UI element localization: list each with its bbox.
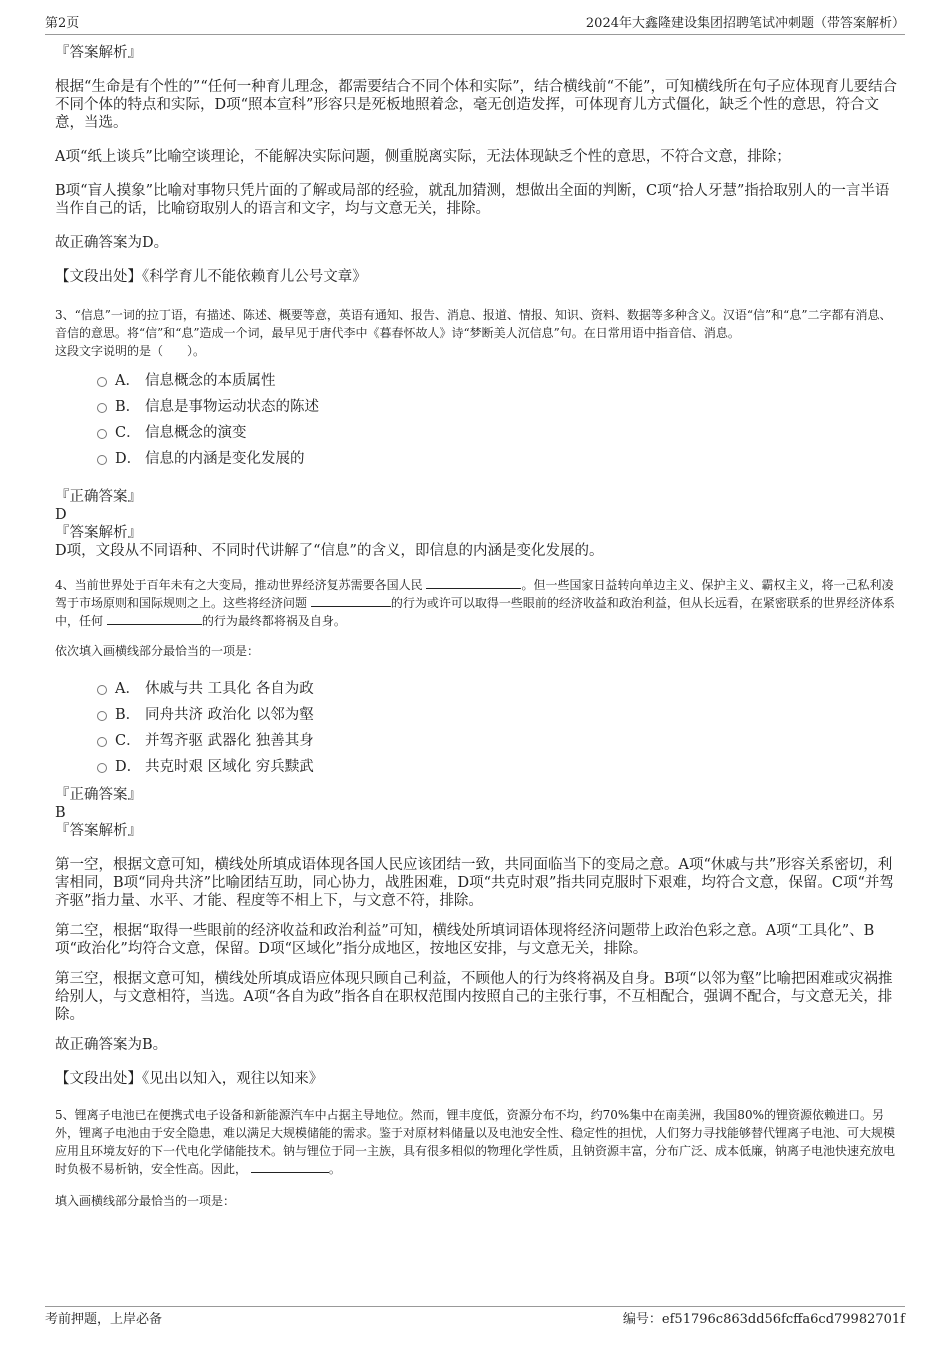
radio-button[interactable] (97, 403, 107, 413)
q4-options (97, 676, 902, 780)
q2-analysis-paragraph: 根据“生命是有个性的”“任何一种育儿理念，都需要结合不同个体和实际”，结合横线前“不能”，可知横线所在句子应体现育儿要结合不同个体的特点和实际，D项“照本宣科”形容只是死板地照着念，毫无创造发挥，可体现育儿方式僵化，缺乏个性的意思，符合文意，当选。 (55, 79, 897, 131)
radio-button[interactable] (97, 685, 107, 695)
document-title: 2024年大鑫隆建设集团招聘笔试冲刺题（带答案解析） (585, 16, 905, 31)
q3-prompt: 这段文字说明的是（ ）。 (55, 344, 206, 358)
q3-option-a[interactable]: A． 信息概念的本质属性 (97, 368, 902, 394)
blank-line (426, 576, 521, 589)
q5-prompt: 填入画横线部分最恰当的一项是： (55, 1194, 236, 1208)
q2-analysis-paragraph: B项“盲人摸象”比喻对事物只凭片面的了解或局部的经验，就乱加猜测，想做出全面的判断，C项“拾人牙慧”指拾取别人的一言半语当作自己的话，比喻窃取别人的语言和文字，均与文意无关，排除。 (55, 183, 890, 217)
q4-analysis-heading: 『答案解析』 (55, 823, 142, 839)
q4-option-d[interactable]: D． 共克时艰 区域化 穷兵黩武 (97, 754, 902, 780)
q4-analysis-paragraph: 第二空，根据“取得一些眼前的经济收益和政治利益”可知，横线处所填词语体现将经济问题带上政治色彩之意。A项“工具化”、B项“政治化”均符合文意，保留。D项“区域化”指分成地区，按地区安排，与文意无关，排除。 (55, 923, 875, 957)
q3-option-c[interactable]: C． 信息概念的演变 (97, 420, 902, 446)
radio-button[interactable] (97, 455, 107, 465)
q4-option-a[interactable]: A． 休戚与共 工具化 各自为政 (97, 676, 902, 702)
q4-option-c[interactable]: C． 并驾齐驱 武器化 独善其身 (97, 728, 902, 754)
q4-source: 【文段出处】《见出以知入，观往以知来》 (55, 1071, 324, 1087)
blank-line (251, 1160, 329, 1173)
q4-answer: B (55, 805, 66, 821)
document-body (55, 44, 902, 1210)
q3-option-b[interactable]: B． 信息是事物运动状态的陈述 (97, 394, 902, 420)
q3-analysis-heading: 『答案解析』 (55, 525, 142, 541)
page-number: 第2页 (45, 16, 80, 31)
q2-analysis-paragraph: A项“纸上谈兵”比喻空谈理论，不能解决实际问题，侧重脱离实际，无法体现缺乏个性的意思，不符合文意，排除； (55, 149, 791, 165)
blank-line (107, 612, 202, 625)
q2-source: 【文段出处】《科学育儿不能依赖育儿公号文章》 (55, 269, 367, 285)
q4-analysis-paragraph: 第一空，根据文意可知，横线处所填成语体现各国人民应该团结一致，共同面临当下的变局之意。A项“休戚与共”形容关系密切，利害相同，B项“同舟共济”比喻团结互助，同心协力，战胜困难，D项“共克时艰”指共同克服时下艰难，均符合文意，保留。C项“并驾齐驱”指力量、水平、才能、程度等不相上下，与文意不符，排除。 (55, 857, 894, 909)
q3-option-d[interactable]: D． 信息的内涵是变化发展的 (97, 446, 902, 472)
q3-answer: D (55, 507, 67, 523)
q5-stem: 5、锂离子电池已在便携式电子设备和新能源汽车中占据主导地位。然而，锂丰度低，资源分布不均，约70%集中在南美洲，我国80%的锂资源依赖进口。另外，锂离子电池由于安全隐患，难以满足大规模储能的需求。鉴于对原材料储量以及电池安全性、稳定性的担忧，人们努力寻找能够替代锂离子电池、可大规模应用且环境友好的下一代电化学储能技术。钠与锂位于同一主族，具有很多相似的物理化学性质，且钠资源丰富，分布广泛、成本低廉，钠离子电池快速充放电时负极不易析钠，安全性高。因此， 。 (55, 1108, 896, 1176)
radio-button[interactable] (97, 763, 107, 773)
blank-line (311, 594, 391, 607)
q2-conclusion: 故正确答案为D。 (55, 235, 169, 251)
radio-button[interactable] (97, 377, 107, 387)
q4-answer-heading: 『正确答案』 (55, 787, 142, 803)
page-footer (45, 1306, 905, 1329)
q4-option-b[interactable]: B． 同舟共济 政治化 以邻为壑 (97, 702, 902, 728)
q2-analysis-heading: 『答案解析』 (55, 45, 142, 61)
q3-analysis: D项，文段从不同语种、不同时代讲解了“信息”的含义，即信息的内涵是变化发展的。 (55, 543, 604, 559)
q3-answer-heading: 『正确答案』 (55, 489, 142, 505)
q3-options (97, 368, 902, 472)
footer-slogan: 考前押题，上岸必备 (45, 1312, 163, 1327)
q4-prompt: 依次填入画横线部分最恰当的一项是： (55, 644, 260, 658)
q4-conclusion: 故正确答案为B。 (55, 1037, 168, 1053)
radio-button[interactable] (97, 711, 107, 721)
page-header (45, 14, 905, 35)
q4-analysis-paragraph: 第三空，根据文意可知，横线处所填成语应体现只顾自己利益，不顾他人的行为终将祸及自身。B项“以邻为壑”比喻把困难或灾祸推给别人，与文意相符，当选。A项“各自为政”指各自在职权范围内按照自己的主张行事，不互相配合，强调不配合，与文意无关，排除。 (55, 971, 893, 1023)
radio-button[interactable] (97, 737, 107, 747)
radio-button[interactable] (97, 429, 107, 439)
document-id: 编号：ef51796c863dd56fcffa6cd79982701f (622, 1312, 905, 1327)
q3-stem: 3、“信息”一词的拉丁语，有描述、陈述、概要等意，英语有通知、报告、消息、报道、情报、知识、资料、数据等多种含义。汉语“信”和“息”二字都有消息、音信的意思。将“信”和“息”造成一个词，最早见于唐代李中《暮春怀故人》诗“梦断美人沉信息”句。在日常用语中指音信、消息。 (55, 308, 892, 340)
q4-stem: 4、当前世界处于百年未有之大变局，推动世界经济复苏需要各国人民 。但一些国家日益转向单边主义、保护主义、霸权主义，将一己私利凌驾于市场原则和国际规则之上。这些将经济问题 的行为或许可以取得一些眼前的经济收益和政治利益，但从长远看，在紧密联系的世界经济体系中，任何 的行为最终都将祸及自身。 (55, 578, 895, 628)
